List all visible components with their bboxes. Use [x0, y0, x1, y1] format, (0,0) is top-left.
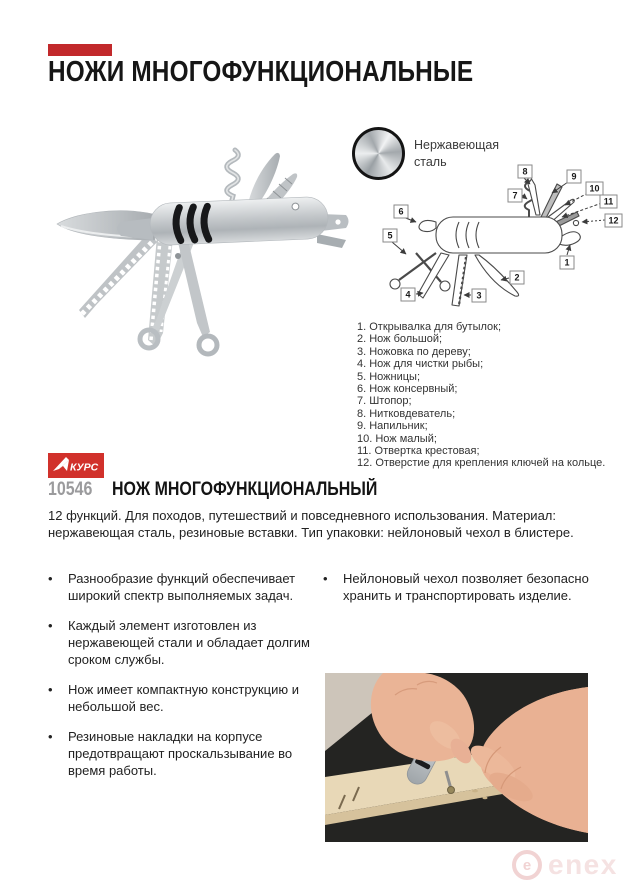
svg-text:2: 2 — [514, 272, 520, 283]
function-item: 1. Открывалка для бутылок; — [357, 321, 502, 333]
function-item: 9. Напильник; — [357, 420, 428, 433]
function-item: 10. Нож малый; — [357, 432, 437, 445]
red-accent-bar — [48, 44, 112, 56]
enex-ring-icon: e — [512, 850, 542, 880]
enex-logo — [512, 849, 618, 881]
diagram-callout — [560, 256, 574, 269]
diagram-callout — [605, 214, 622, 227]
svg-text:5: 5 — [387, 230, 393, 241]
enex-wordmark: enex — [548, 849, 618, 880]
feature-item: • Нож имеет компактную конструкцию и небольшой вес. — [48, 682, 299, 714]
diagram-callout — [586, 182, 603, 195]
svg-text:12: 12 — [608, 215, 619, 226]
svg-text:1: 1 — [564, 257, 570, 268]
bullet-icon: • — [48, 682, 53, 697]
usage-photo — [325, 673, 588, 842]
diagram-callout — [600, 195, 617, 208]
feature-item: • Разнообразие функций обеспечивает широкий спектр выполняемых задач. — [48, 571, 296, 603]
bullet-icon: • — [48, 571, 53, 586]
saw-blade-photo — [79, 232, 163, 318]
knife-body-photo — [149, 196, 329, 246]
feature-item: • Резиновые накладки на корпусе предотвращают проскальзывание во время работы. — [48, 729, 293, 778]
features-column-right — [323, 570, 615, 617]
bullet-icon: • — [48, 618, 53, 633]
function-item: 8. Нитковдеватель; — [357, 407, 456, 420]
corkscrew-photo — [227, 150, 239, 204]
function-item: 4. Нож для чистки рыбы; — [357, 358, 484, 371]
diagram-callout — [518, 165, 532, 178]
svg-text:4: 4 — [405, 289, 411, 300]
diagram-callout — [394, 205, 408, 218]
diagram-can-opener — [419, 220, 436, 231]
function-item: 3. Ножовка по дереву; — [357, 345, 471, 358]
function-item: 6. Нож консервный; — [357, 383, 458, 396]
material-badge-label: Нержавеющая сталь — [414, 138, 500, 169]
function-item: 11. Отвертка крестовая; — [357, 445, 480, 458]
page-title-text: НОЖИ МНОГОФУНКЦИОНАЛЬНЫЕ — [48, 56, 474, 88]
product-photo — [45, 118, 350, 358]
diagram-callout — [567, 170, 581, 183]
diagram-key-ring-hole — [573, 220, 578, 225]
bullet-icon: • — [48, 729, 53, 744]
product-heading — [48, 479, 428, 501]
knife-diagram — [379, 160, 629, 318]
function-item: 12. Отверстие для крепления ключей на кольце. — [357, 457, 606, 470]
functions-list — [357, 321, 605, 470]
function-item: 2. Нож большой; — [357, 333, 443, 346]
diagram-callout — [401, 288, 415, 301]
product-description: 12 функций. Для походов, путешествий и повседневного использования. Материал: нержавеющая сталь, резиновые вставки. Тип упаковки: нейлоновый чехол в блистере. — [48, 508, 574, 540]
diagram-callout — [508, 189, 522, 202]
svg-text:3: 3 — [476, 290, 482, 301]
page-title — [48, 56, 554, 89]
svg-text:КУРС: КУРС — [70, 461, 99, 474]
function-item: 5. Ножницы; — [357, 370, 421, 383]
diagram-callout — [510, 271, 524, 284]
svg-text:8: 8 — [522, 166, 528, 177]
svg-text:11: 11 — [603, 196, 614, 207]
function-item: 7. Штопор; — [357, 395, 412, 408]
product-sku: 10546 — [48, 479, 93, 500]
diagram-callout — [383, 229, 397, 242]
bullet-icon: • — [323, 571, 328, 586]
svg-text:9: 9 — [571, 171, 577, 182]
feature-item: • Каждый элемент изготовлен из нержавеющей стали и обладает долгим сроком службы. — [48, 618, 310, 667]
svg-text:6: 6 — [398, 206, 404, 217]
features-column-left — [48, 570, 316, 792]
diagram-body — [436, 217, 562, 253]
svg-text:10: 10 — [589, 183, 600, 194]
diagram-callout — [472, 289, 486, 302]
svg-text:7: 7 — [512, 190, 518, 201]
feature-item: • Нейлоновый чехол позволяет безопасно хранить и транспортировать изделие. — [323, 571, 589, 603]
product-name: НОЖ МНОГОФУНКЦИОНАЛЬНЫЙ — [111, 479, 378, 500]
brand-logo — [48, 453, 104, 478]
screw — [448, 787, 455, 794]
